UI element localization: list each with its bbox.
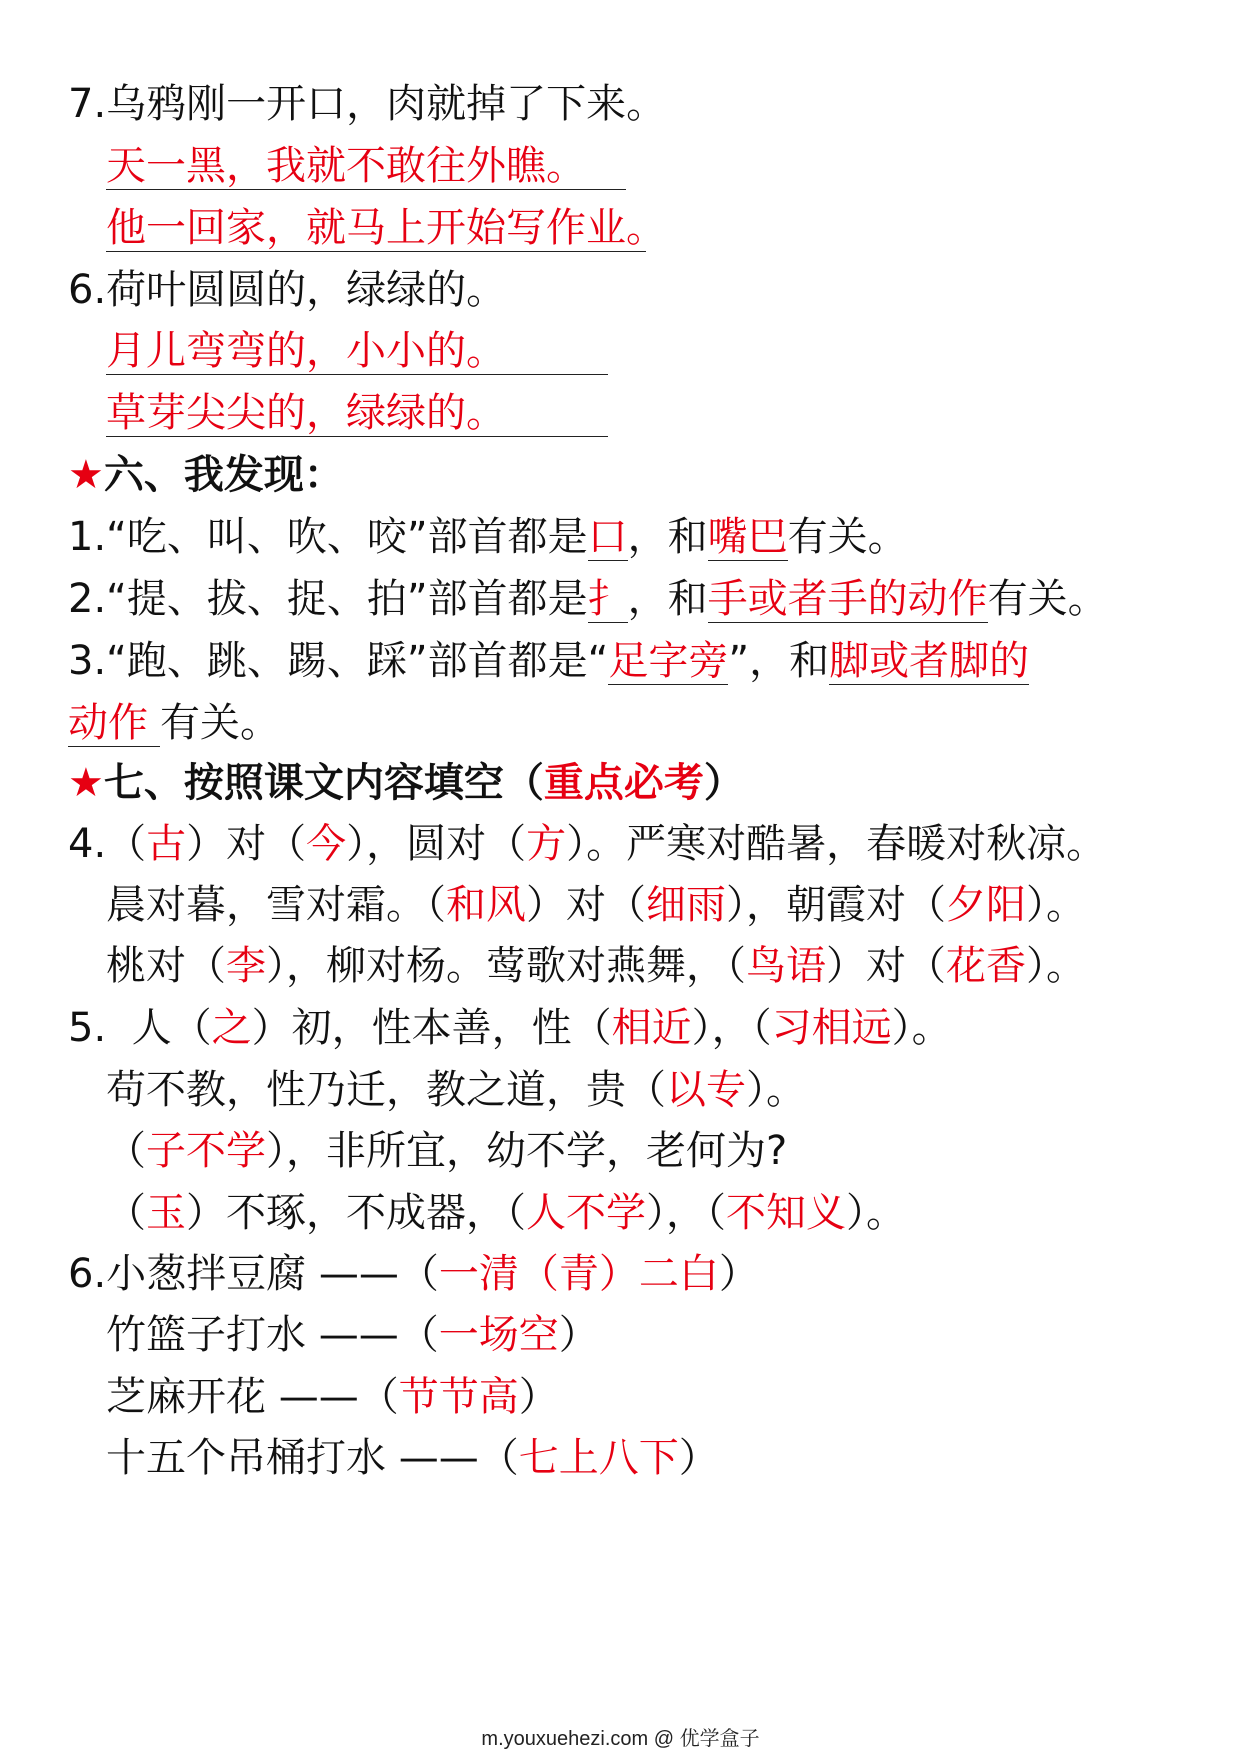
discover-3-answer-meaning-a: 脚或者脚的: [829, 638, 1030, 684]
fill-text: （: [106, 1128, 146, 1174]
answer-line-6-1: [106, 325, 608, 377]
fill-text: ）不琢，不成器，（: [186, 1190, 526, 1236]
discover-line-2: [68, 573, 1108, 625]
discover-1-answer-meaning: 嘴巴: [707, 514, 788, 560]
question-7-text: 7.乌鸦刚一开口，肉就掉了下来。: [68, 81, 667, 127]
answer-line-7-2: [106, 202, 666, 254]
fill-4-line-2: [106, 879, 1086, 931]
answer-line-6-2: [106, 387, 608, 439]
fill-text: ）对（: [526, 882, 646, 928]
question-7: [68, 78, 666, 130]
fill-5-line-3: [106, 1125, 787, 1177]
fill-answer: 方: [526, 821, 567, 867]
fill-text: 芝麻开花 ——（: [106, 1374, 399, 1420]
section-6-title: 六、我发现：: [103, 452, 344, 498]
fill-answer: 玉: [146, 1190, 186, 1236]
fill-text: ）。: [891, 1005, 952, 1051]
fill-6-line-2: [106, 1309, 599, 1361]
fill-text: ），（: [646, 1190, 726, 1236]
fill-answer: 七上八下: [518, 1435, 679, 1481]
fill-answer: 子不学: [146, 1128, 266, 1174]
fill-text: （: [106, 1190, 146, 1236]
discover-1-prefix: 1.“吃、叫、吹、咬”部首都是: [68, 514, 588, 560]
fill-text: 6.小葱拌豆腐 ——（: [68, 1251, 439, 1297]
fill-6-line-1: [68, 1248, 759, 1300]
discover-1-suffix: 有关。: [787, 514, 908, 560]
fill-answer: 花香: [946, 943, 1026, 989]
answer-6-1: 月儿弯弯的，小小的。: [106, 328, 608, 375]
fill-text: ），（: [691, 1005, 772, 1051]
fill-5-line-4: [106, 1187, 906, 1239]
fill-text: ），朝霞对（: [726, 882, 946, 928]
fill-text: ）。: [746, 1067, 806, 1113]
fill-answer: 李: [226, 943, 266, 989]
star-icon: ★: [68, 760, 104, 806]
fill-answer: 一场空: [438, 1312, 559, 1358]
fill-answer: 相近: [611, 1005, 692, 1051]
fill-answer: 今: [306, 821, 347, 867]
fill-text: ）: [718, 1251, 759, 1297]
answer-7-1: 天一黑，我就不敢往外瞧。: [106, 143, 626, 190]
fill-answer: 古: [146, 821, 187, 867]
discover-2-answer-radical: 扌: [587, 576, 628, 622]
fill-5-line-2: [106, 1064, 806, 1116]
fill-text: ）对（: [186, 821, 307, 867]
fill-text: ）: [518, 1374, 559, 1420]
fill-answer: 之: [211, 1005, 252, 1051]
fill-text: 4.（: [68, 821, 147, 867]
fill-text: 十五个吊桶打水 ——（: [106, 1435, 519, 1481]
fill-answer: 和风: [446, 882, 526, 928]
fill-4-line-1: [68, 818, 1106, 870]
fill-text: ）初，性本善，性（: [251, 1005, 612, 1051]
fill-5-line-1: [68, 1002, 952, 1054]
answer-7-2: 他一回家，就马上开始写作业。: [106, 205, 666, 251]
fill-text: ），柳对杨。莺歌对燕舞，（: [266, 943, 746, 989]
fill-text: 苟不教，性乃迁，教之道，贵（: [106, 1067, 666, 1113]
fill-text: 竹篮子打水 ——（: [106, 1312, 439, 1358]
fill-text: ）。: [1026, 882, 1086, 928]
fill-answer: 不知义: [726, 1190, 846, 1236]
fill-text: ）。: [1026, 943, 1086, 989]
discover-line-3: [68, 635, 1029, 687]
fill-text: ）。: [846, 1190, 906, 1236]
fill-answer: 以专: [666, 1067, 746, 1113]
fill-text: 5. 人（: [68, 1005, 212, 1051]
discover-2-answer-meaning: 手或者手的动作: [707, 576, 988, 622]
section-7-title-end: ）: [703, 760, 744, 806]
fill-answer: 鸟语: [746, 943, 826, 989]
fill-text: ）。严寒对酷暑，春暖对秋凉。: [566, 821, 1107, 867]
discover-3-answer-meaning-b: 动作: [68, 700, 160, 747]
section-7-heading: [68, 757, 744, 809]
discover-line-1: [68, 511, 908, 563]
discover-2-suffix: 有关。: [987, 576, 1108, 622]
discover-2-prefix: 2.“提、拔、捉、拍”部首都是: [68, 576, 588, 622]
fill-text: ）: [558, 1312, 599, 1358]
fill-text: ）: [678, 1435, 719, 1481]
fill-answer: 细雨: [646, 882, 726, 928]
fill-text: 桃对（: [106, 943, 226, 989]
discover-3-suffix: 有关。: [160, 700, 280, 746]
footer-watermark: m.youxuehezi.com @ 优学盒子: [481, 1728, 760, 1750]
discover-1-answer-radical: 口: [587, 514, 628, 560]
fill-answer: 人不学: [526, 1190, 646, 1236]
fill-text: ），非所宜，幼不学，老何为?: [266, 1128, 788, 1174]
discover-line-3-cont: [68, 697, 280, 749]
fill-6-line-4: [106, 1432, 719, 1484]
section-7-emphasis: 重点必考: [543, 760, 704, 806]
discover-3-prefix: 3.“跑、跳、踢、踩”部首都是“: [68, 638, 609, 684]
question-6-text: 6.荷叶圆圆的，绿绿的。: [68, 267, 507, 313]
discover-3-answer-radical: 足字旁: [608, 638, 729, 684]
discover-2-mid: ，和: [627, 576, 708, 622]
discover-1-mid: ，和: [627, 514, 708, 560]
section-7-title: 七、按照课文内容填空（: [103, 760, 544, 806]
fill-answer: 节节高: [398, 1374, 519, 1420]
fill-answer: 一清（青）二白: [438, 1251, 719, 1297]
fill-6-line-3: [106, 1371, 559, 1423]
fill-answer: 夕阳: [946, 882, 1026, 928]
answer-6-2: 草芽尖尖的，绿绿的。: [106, 390, 608, 437]
fill-4-line-3: [106, 940, 1086, 992]
fill-text: ）对（: [826, 943, 946, 989]
fill-answer: 习相远: [771, 1005, 892, 1051]
star-icon: ★: [68, 452, 104, 498]
question-6: [68, 264, 506, 316]
fill-text: 晨对暮，雪对霜。（: [106, 882, 446, 928]
section-6-heading: [68, 449, 344, 501]
answer-line-7-1: [106, 140, 626, 192]
fill-text: ），圆对（: [346, 821, 527, 867]
discover-3-mid: ”，和: [728, 638, 830, 684]
